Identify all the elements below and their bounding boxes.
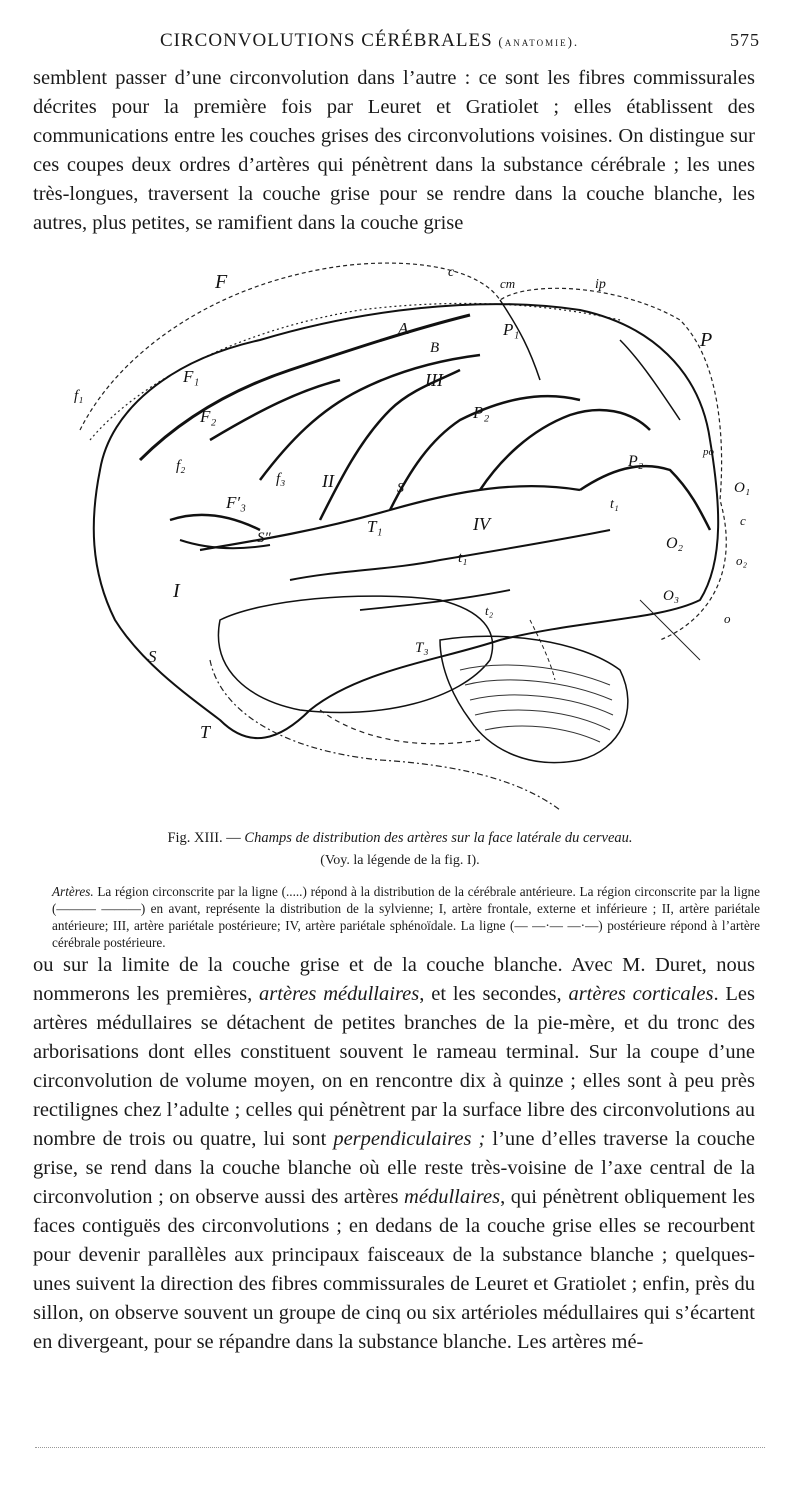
figure-legend xyxy=(52,883,760,951)
label-c2: c xyxy=(740,513,746,528)
label-III: III xyxy=(425,370,443,390)
running-header xyxy=(30,28,760,58)
label-T3: T₃ xyxy=(415,640,429,656)
label-f2: f₂ xyxy=(176,458,186,474)
header-title-main: CIRCONVOLUTIONS CÉRÉBRALES xyxy=(160,30,493,51)
para2-emphasis-3: perpendiculaires ; xyxy=(333,1128,486,1150)
label-S2: S xyxy=(148,647,157,666)
caption-reference: (Voy. la légende de la fig. I). xyxy=(320,853,480,868)
para2-emphasis-2: artères corticales xyxy=(568,983,714,1005)
label-A: A xyxy=(398,319,409,338)
para2-emphasis-1: artères médullaires xyxy=(259,983,420,1005)
label-P1: P₁ xyxy=(503,320,520,339)
label-P2b: P₂ xyxy=(628,453,644,470)
brain-figure xyxy=(60,240,760,830)
label-f1: f₁ xyxy=(74,388,84,404)
legend-label: Artères. xyxy=(52,884,94,899)
caption-title-line xyxy=(40,830,760,847)
para2-part-c: . Les artères médullaires se détachent de petites branches de la pie-mère, et du tronc des arborisations dont elles constituent souvent le rameau terminal. Sur la coupe d’une circonvolution de volume moyen, on en rencontre dix à quinze ; elles sont à peu près rectilignes chez l’adulte ; celles qui pénètrent par la surface libre des circonvolutions au nombre de trois ou quatre, lui sont xyxy=(33,983,756,1150)
label-P: P xyxy=(700,329,713,351)
para2-part-e: , qui pénètrent obliquement les faces contiguës des circonvolutions ; en dedans de la couche grise elles se recourbent pour devenir parallèles aux principaux faisceaux de la substance blanche ; quelques-unes suivent la direction des fibres commissurales de Leuret et Gratiolet ; enfin, près du sillon, on observe souvent un groupe de cinq ou six artérioles médullaires qui s’écartent en divergeant, pour se répandre dans la substance blanche. Les artères mé- xyxy=(33,1186,755,1353)
label-S: S xyxy=(397,481,404,496)
label-f3: f₃ xyxy=(276,471,286,487)
figure-caption xyxy=(40,830,760,869)
label-t2: t₂ xyxy=(485,603,494,618)
header-title xyxy=(160,30,579,52)
label-t1: t₁ xyxy=(458,550,468,566)
label-F2: F₂ xyxy=(200,407,217,426)
label-t1b: t₁ xyxy=(610,497,619,512)
label-o: o xyxy=(724,611,731,626)
label-O1: O₁ xyxy=(734,480,751,496)
page-bottom-rule xyxy=(35,1447,765,1448)
label-O2: O₂ xyxy=(666,535,684,552)
label-IV: IV xyxy=(473,514,490,534)
label-T1: T₁ xyxy=(367,517,383,536)
label-F3: F′₃ xyxy=(226,493,247,512)
label-T: T xyxy=(200,722,211,742)
label-c: c xyxy=(448,265,455,280)
label-P2: P₂ xyxy=(473,403,490,422)
label-I: I xyxy=(173,580,180,602)
legend-text: La région circonscrite par la ligne (.....) répond à la distribution de la cérébrale antérieure. La région circonscrite par la ligne (——— ———) en avant, représente la distribution de la sylvienne; I, artère frontale, externe et inférieure ; II, artère pariétale antérieure; III, artère pariétale postérieure; IV, artère pariétale sphénoïdale. La ligne (— —·— —·—) postérieure répond à l’artère cérébrale postérieure. xyxy=(52,884,760,950)
para2-part-a: ou sur la limite de la couche grise et de la couche blanche. Avec M. Duret, nous nommerons les premières, xyxy=(33,954,755,1005)
label-F: F xyxy=(215,271,228,293)
label-cm: cm xyxy=(500,276,516,291)
label-Spp: S″ xyxy=(257,530,271,546)
label-O3: O₃ xyxy=(663,588,680,604)
para2-part-d: l’une d’elles traverse la couche grise, se rend dans la couche blanche où elle reste très-voisine de l’axe central de la circonvolution ; on observe aussi des artères xyxy=(33,1128,756,1208)
caption-number: Fig. XIII. — xyxy=(167,830,241,846)
label-B: B xyxy=(430,340,440,356)
para2-part-b: , et les secondes, xyxy=(419,983,569,1005)
label-o2: o₂ xyxy=(736,553,748,568)
header-title-paren: (anatomie). xyxy=(498,34,580,49)
label-ip: ip xyxy=(595,277,606,292)
label-po: po xyxy=(703,446,714,458)
page-number: 575 xyxy=(730,30,760,50)
label-II: II xyxy=(322,471,334,491)
paragraph-top: semblent passer d’une circonvolution dans l’autre : ce sont les fibres commissurales décrites pour la première fois par Leuret et Gratiolet ; elles établissent des communications entre les couches grises des circonvolutions voisines. On distingue sur ces coupes deux ordres d’artères qui pénètrent dans la substance cérébrale ; les unes très-longues, traversent la couche grise pour se rendre dans la couche blanche, les autres, plus petites, se ramifient dans la couche grise xyxy=(33,67,755,234)
para2-emphasis-4: médullaires xyxy=(404,1186,501,1208)
paragraph-bottom xyxy=(33,951,755,1357)
brain-illustration xyxy=(60,240,760,830)
label-F1: F₁ xyxy=(183,367,200,386)
caption-title: Champs de distribution des artères sur la face latérale du cerveau. xyxy=(244,830,633,846)
